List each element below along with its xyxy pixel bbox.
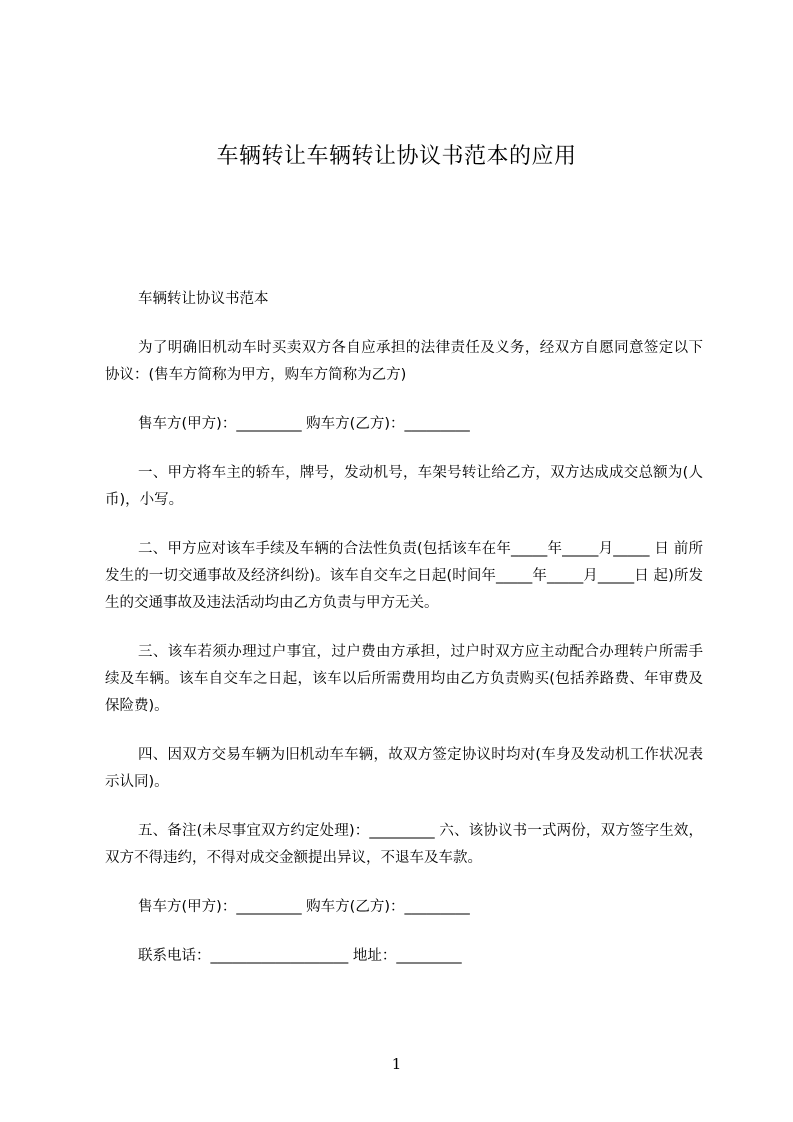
- paragraph-preamble: 为了明确旧机动车时买卖双方各自应承担的法律责任及义务，经双方自愿同意签定以下协议：(售车方简称为甲方，购车方简称为乙方): [105, 340, 703, 383]
- paragraph-clause-2: 二、甲方应对该车手续及车辆的合法性负责(包括该车在年_____年_____月_____ 日 前所发生的一切交通事故及经济纠纷)。该车自交车之日起(时间年_____年_____月_____日 起)所发生的交通事故及违法活动均由乙方负责与甲方无关。: [105, 541, 703, 611]
- paragraph-clause-5-6: 五、备注(未尽事宜双方约定处理)：_________ 六、该协议书一式两份，双方签字生效，双方不得违约，不得对成交金额提出异议，不退车及车款。: [105, 823, 703, 866]
- page-number: 1: [391, 1055, 402, 1073]
- paragraph-heading: 车辆转让协议书范本: [138, 291, 269, 307]
- paragraph-parties: 售车方(甲方)：_________ 购车方(乙方)：_________: [138, 416, 470, 432]
- paragraph-clause-1: 一、甲方将车主的轿车，牌号，发动机号，车架号转让给乙方，双方达成成交总额为(人币)，小写。: [105, 465, 703, 508]
- paragraph-clause-3: 三、该车若须办理过户事宜，过户费由方承担，过户时双方应主动配合办理转户所需手续及车辆。该车自交车之日起，该车以后所需费用均由乙方负责购买(包括养路费、年审费及保险费)。: [105, 644, 703, 714]
- paragraph-signatures: 售车方(甲方)：_________ 购车方(乙方)：_________: [138, 899, 470, 915]
- paragraph-contact: 联系电话：___________________ 地址：_________: [138, 948, 462, 964]
- document-body: [105, 286, 703, 992]
- page-title: 车辆转让车辆转让协议书范本的应用: [216, 144, 577, 169]
- paragraph-clause-4: 四、因双方交易车辆为旧机动车车辆，故双方签定协议时均对(车身及发动机工作状况表示认同)。: [105, 747, 703, 790]
